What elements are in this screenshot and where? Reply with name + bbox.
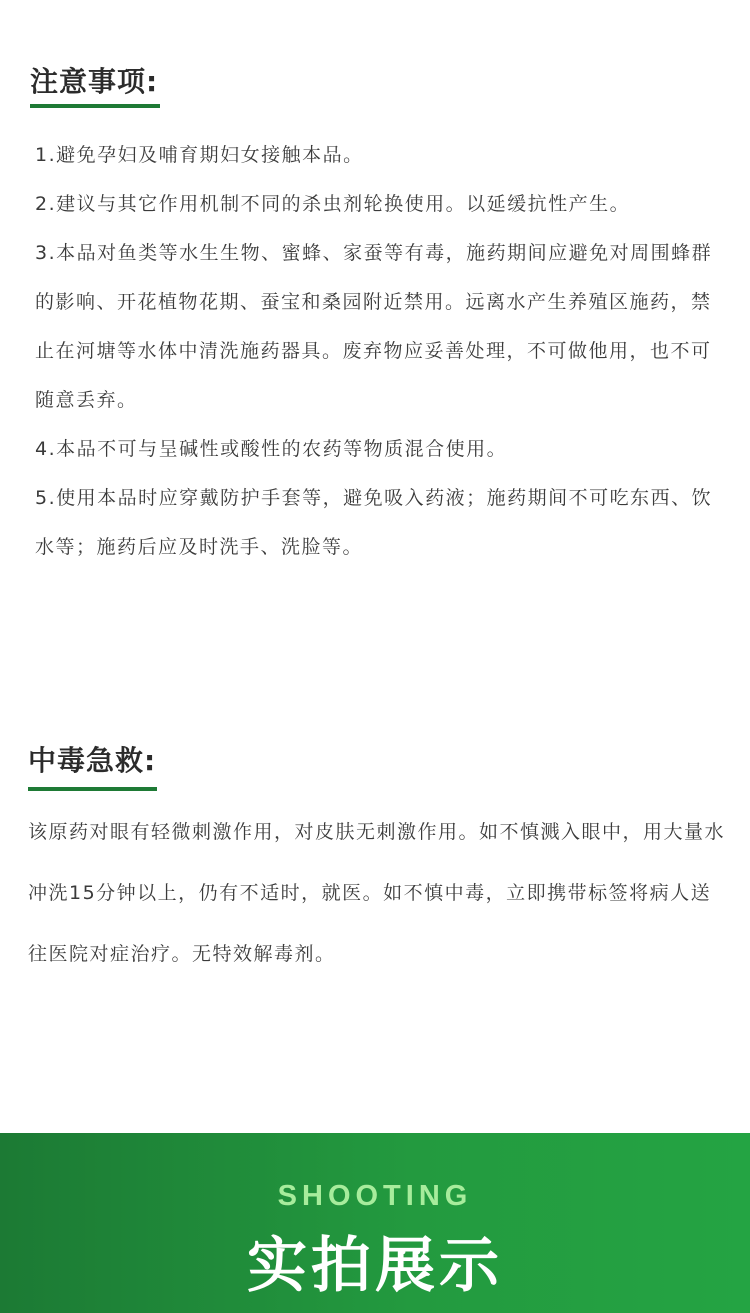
banner-title: 实拍展示 (247, 1231, 503, 1301)
banner-subtitle: SHOOTING (277, 1180, 473, 1212)
first-aid-title: 中毒急救: (28, 744, 157, 777)
precautions-title: 注意事项: (30, 65, 159, 98)
precaution-item-1: 1.避免孕妇及哺育期妇女接触本品。 (35, 144, 364, 166)
precaution-item-3: 3.本品对鱼类等水生生物、蜜蜂、家蚕等有毒，施药期间应避免对周围蜂群的影响、开花植物花期、蚕宝和桑园附近禁用。远离水产生养殖区施药，禁止在河塘等水体中清洗施药器具。废弃物应妥善处理，不可做他用，也不可随意丢弃。 (35, 242, 713, 411)
precautions-title-underline (30, 104, 160, 108)
first-aid-text: 该原药对眼有轻微刺激作用，对皮肤无刺激作用。如不慎溅入眼中，用大量水冲洗15分钟以上，仍有不适时，就医。如不慎中毒，立即携带标签将病人送往医院对症治疗。无特效解毒剂。 (28, 821, 726, 965)
precaution-item-5: 5.使用本品时应穿戴防护手套等，避免吸入药液；施药期间不可吃东西、饮水等；施药后应及时洗手、洗脸等。 (35, 487, 713, 558)
precaution-item-4: 4.本品不可与呈碱性或酸性的农药等物质混合使用。 (35, 438, 508, 460)
precaution-item-2: 2.建议与其它作用机制不同的杀虫剂轮换使用。以延缓抗性产生。 (35, 193, 631, 215)
first-aid-title-underline (28, 787, 157, 791)
